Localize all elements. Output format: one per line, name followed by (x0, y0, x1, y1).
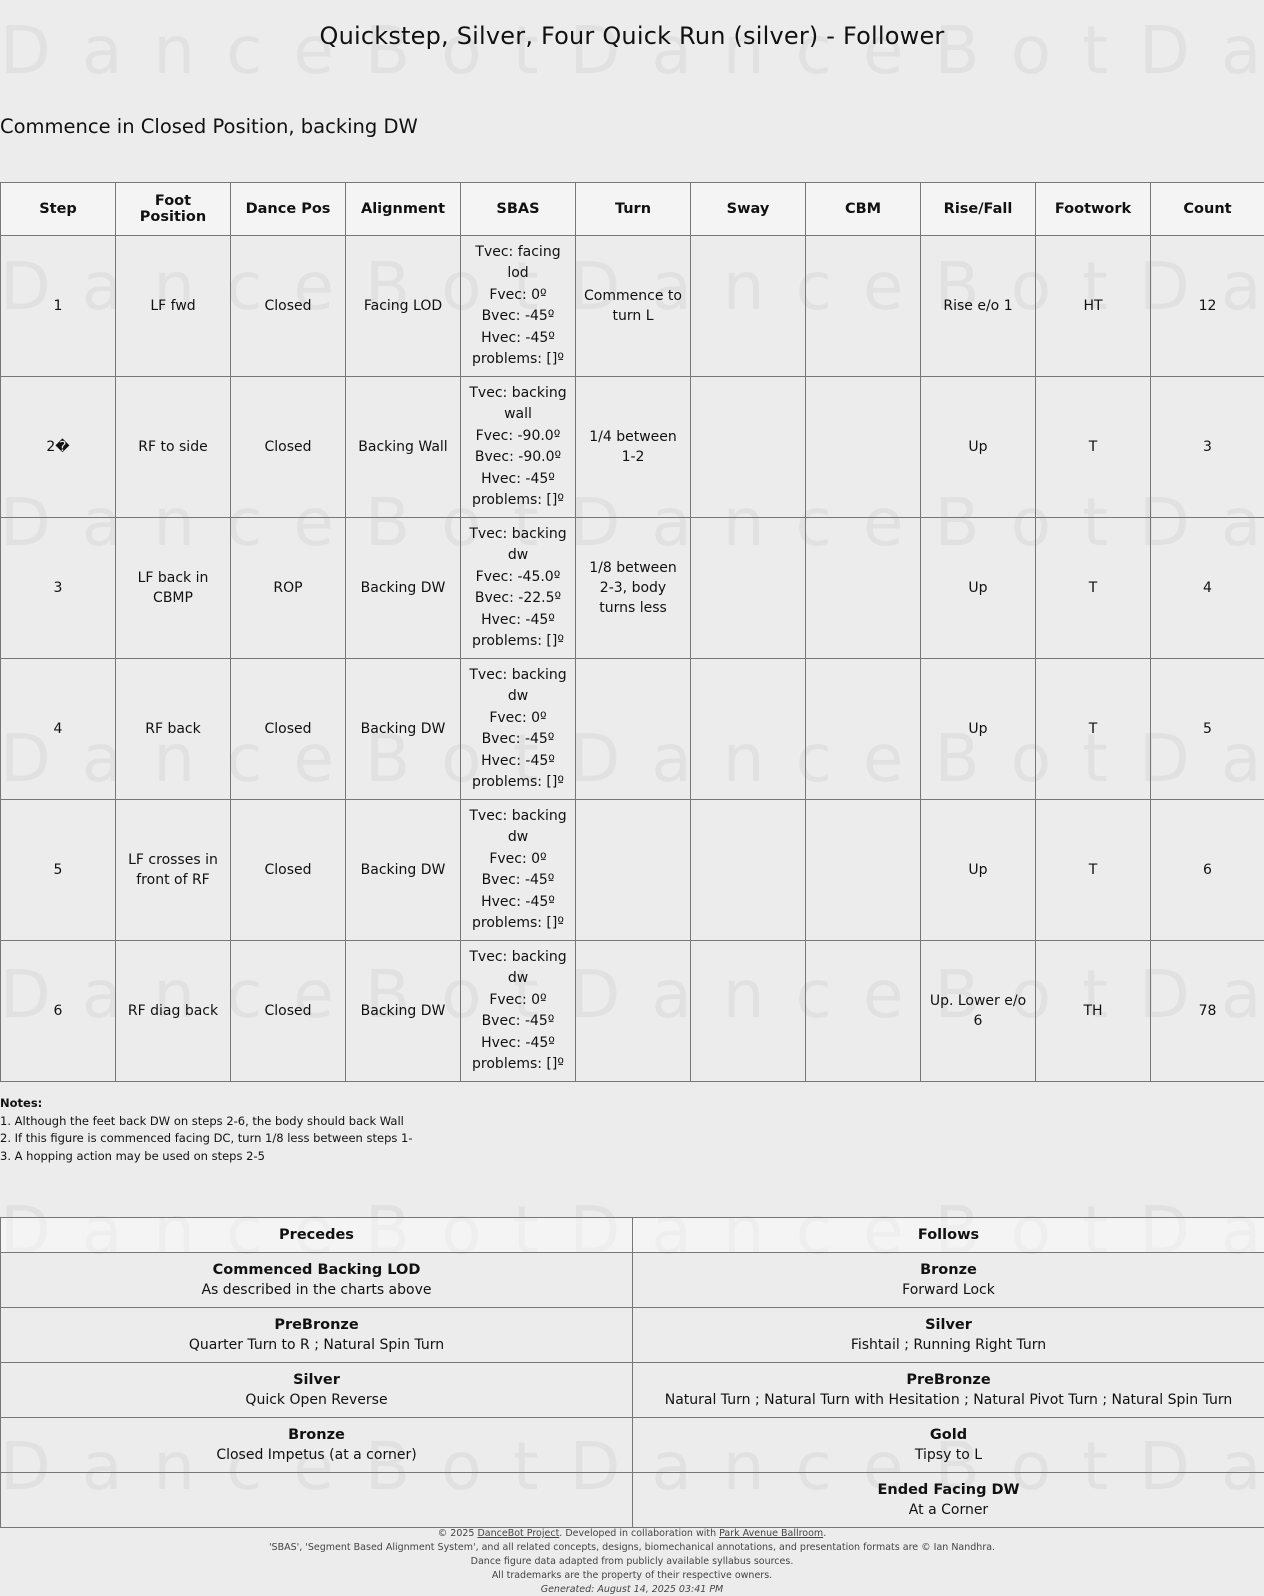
precedes-follows-table (0, 1217, 1264, 1528)
sbas-line: Fvec: -90.0º (475, 427, 561, 444)
table-row (1, 1418, 1264, 1473)
precedes-cell (1, 1418, 633, 1473)
level-label: PreBronze (274, 1317, 359, 1333)
sway (691, 377, 806, 518)
dance-position: Closed (231, 800, 346, 941)
sway (691, 800, 806, 941)
note-item: 3. A hopping action may be used on steps 2-5 (0, 1148, 265, 1163)
step-number: 5 (1, 800, 116, 941)
dance-position: ROP (231, 518, 346, 659)
level-label: Silver (925, 1317, 972, 1333)
turn: 1/4 between 1-2 (576, 377, 691, 518)
footwork: T (1036, 800, 1151, 941)
figure-list: As described in the charts above (201, 1282, 432, 1298)
precedes-cell (1, 1253, 633, 1308)
sbas-line: Tvec: backing dw (469, 666, 567, 704)
sbas-line: Fvec: 0º (489, 991, 547, 1008)
level-label: Silver (293, 1372, 340, 1388)
cbm (806, 941, 921, 1082)
sbas-cell (461, 800, 576, 941)
sbas-line: Fvec: -45.0º (475, 568, 561, 585)
figure-list: Tipsy to L (914, 1447, 983, 1463)
precedes-cell (1, 1473, 633, 1528)
footwork: T (1036, 377, 1151, 518)
sway (691, 659, 806, 800)
alignment: Backing DW (346, 518, 461, 659)
level-label: Bronze (288, 1427, 345, 1443)
foot-position: RF diag back (116, 941, 231, 1082)
cbm (806, 518, 921, 659)
alignment: Backing DW (346, 659, 461, 800)
follows-header: Follows (633, 1218, 1264, 1253)
copyright-line (0, 1527, 1264, 1541)
cbm (806, 377, 921, 518)
figure-list: Forward Lock (902, 1282, 995, 1298)
rise-fall: Up (921, 518, 1036, 659)
cbm (806, 800, 921, 941)
count: 12 (1151, 236, 1264, 377)
sbas-line: problems: []º (472, 1056, 564, 1072)
note-item: 1. Although the feet back DW on steps 2-6, the body should back Wall (0, 1113, 404, 1128)
rise-fall: Rise e/o 1 (921, 236, 1036, 377)
foot-position: LF fwd (116, 236, 231, 377)
precedes-cell (1, 1308, 633, 1363)
sbas-cell (461, 236, 576, 377)
column-header: Dance Pos (231, 183, 346, 236)
step-number: 3 (1, 518, 116, 659)
sway (691, 236, 806, 377)
steps-header-row (1, 183, 1264, 236)
column-header: Rise/Fall (921, 183, 1036, 236)
commence-position: Commence in Closed Position, backing DW (0, 115, 418, 138)
count: 78 (1151, 941, 1264, 1082)
sway (691, 518, 806, 659)
figure-list: Quick Open Reverse (245, 1392, 388, 1408)
turn (576, 659, 691, 800)
figure-list: Quarter Turn to R ; Natural Spin Turn (188, 1337, 445, 1353)
table-row (1, 1473, 1264, 1528)
step-number: 1 (1, 236, 116, 377)
sbas-line: Bvec: -45º (481, 1013, 555, 1029)
level-label: Gold (929, 1427, 968, 1443)
sbas-line: Bvec: -22.5º (474, 590, 562, 606)
level-label: Ended Facing DW (877, 1482, 1020, 1498)
cbm (806, 236, 921, 377)
foot-position: RF to side (116, 377, 231, 518)
foot-position: LF crosses in front of RF (116, 800, 231, 941)
dance-position: Closed (231, 659, 346, 800)
precedes-header: Precedes (1, 1218, 633, 1253)
foot-position: LF back in CBMP (116, 518, 231, 659)
sbas-line: problems: []º (472, 915, 564, 931)
dance-position: Closed (231, 377, 346, 518)
column-header: Foot Position (116, 183, 231, 236)
turn (576, 800, 691, 941)
sbas-line: Hvec: -45º (481, 329, 555, 346)
footwork: HT (1036, 236, 1151, 377)
follows-cell (633, 1363, 1264, 1418)
sbas-line: Bvec: -45º (481, 872, 555, 888)
column-header: CBM (806, 183, 921, 236)
sbas-line: Fvec: 0º (489, 286, 547, 303)
dance-position: Closed (231, 236, 346, 377)
generated-timestamp: Generated: August 14, 2025 03:41 PM (540, 1584, 724, 1595)
step-number: 2� (1, 377, 116, 518)
column-header: Alignment (346, 183, 461, 236)
count: 4 (1151, 518, 1264, 659)
table-row (1, 1253, 1264, 1308)
sbas-line: Hvec: -45º (481, 893, 555, 910)
sbas-line: Bvec: -45º (481, 308, 555, 324)
table-row (1, 941, 1264, 1082)
sbas-line: Tvec: facing lod (475, 243, 561, 281)
follows-cell (633, 1253, 1264, 1308)
sbas-cell (461, 377, 576, 518)
footwork: TH (1036, 941, 1151, 1082)
turn (576, 941, 691, 1082)
sbas-cell (461, 659, 576, 800)
rise-fall: Up (921, 377, 1036, 518)
follows-cell (633, 1308, 1264, 1363)
figure-list: Closed Impetus (at a corner) (216, 1447, 417, 1463)
sbas-line: Tvec: backing dw (469, 948, 567, 986)
sbas-line: Hvec: -45º (481, 1034, 555, 1051)
page-title: Quickstep, Silver, Four Quick Run (silver) - Follower (319, 22, 945, 50)
count: 6 (1151, 800, 1264, 941)
table-row (1, 1308, 1264, 1363)
alignment: Backing DW (346, 941, 461, 1082)
count: 3 (1151, 377, 1264, 518)
copyright-prefix: © 2025 (437, 1528, 478, 1539)
table-row (1, 1363, 1264, 1418)
precedes-cell (1, 1363, 633, 1418)
data-source-note: Dance figure data adapted from publicly available syllabus sources. (470, 1556, 794, 1567)
rise-fall: Up (921, 659, 1036, 800)
notes-title: Notes: (0, 1096, 43, 1110)
sbas-line: Hvec: -45º (481, 611, 555, 628)
alignment: Backing DW (346, 800, 461, 941)
turn: 1/8 between 2-3, body turns less (576, 518, 691, 659)
level-label: Bronze (920, 1262, 977, 1278)
sbas-line: Fvec: 0º (489, 850, 547, 867)
sbas-line: Tvec: backing wall (469, 384, 567, 422)
sbas-line: Bvec: -90.0º (474, 449, 562, 465)
column-header: Step (1, 183, 116, 236)
table-row (1, 377, 1264, 518)
figure-list: At a Corner (908, 1502, 989, 1518)
sbas-line: Fvec: 0º (489, 709, 547, 726)
cbm (806, 659, 921, 800)
collab-text: . Developed in collaboration with (559, 1528, 720, 1539)
rise-fall: Up. Lower e/o 6 (921, 941, 1036, 1082)
sbas-line: problems: []º (472, 351, 564, 367)
dancebot-project-link[interactable]: DanceBot Project (477, 1528, 560, 1539)
notes-section (0, 1095, 413, 1165)
sbas-copyright: 'SBAS', 'Segment Based Alignment System', and all related concepts, designs, biomechanical annotations, and presentation formats are © Ian Nandhra. (268, 1542, 996, 1553)
level-label: Commenced Backing LOD (212, 1262, 421, 1278)
sbas-line: Hvec: -45º (481, 752, 555, 769)
figure-list: Fishtail ; Running Right Turn (850, 1337, 1047, 1353)
table-row (1, 659, 1264, 800)
steps-table (0, 182, 1264, 1082)
column-header: Turn (576, 183, 691, 236)
follows-cell (633, 1418, 1264, 1473)
footer (0, 1527, 1264, 1596)
sbas-line: problems: []º (472, 774, 564, 790)
column-header: Footwork (1036, 183, 1151, 236)
dance-position: Closed (231, 941, 346, 1082)
count: 5 (1151, 659, 1264, 800)
sbas-cell (461, 518, 576, 659)
park-avenue-ballroom-link[interactable]: Park Avenue Ballroom (719, 1528, 824, 1539)
foot-position: RF back (116, 659, 231, 800)
table-row (1, 800, 1264, 941)
footwork: T (1036, 659, 1151, 800)
sbas-line: problems: []º (472, 492, 564, 508)
footwork: T (1036, 518, 1151, 659)
figure-list: Natural Turn ; Natural Turn with Hesitation ; Natural Pivot Turn ; Natural Spin Turn (664, 1392, 1233, 1408)
alignment: Facing LOD (346, 236, 461, 377)
sbas-line: Hvec: -45º (481, 470, 555, 487)
table-row (1, 236, 1264, 377)
sbas-line: problems: []º (472, 633, 564, 649)
level-label: PreBronze (906, 1372, 991, 1388)
alignment: Backing Wall (346, 377, 461, 518)
sbas-line: Bvec: -45º (481, 731, 555, 747)
turn: Commence to turn L (576, 236, 691, 377)
column-header: SBAS (461, 183, 576, 236)
sbas-line: Tvec: backing dw (469, 807, 567, 845)
collab-end: . (823, 1528, 827, 1539)
step-number: 4 (1, 659, 116, 800)
sbas-cell (461, 941, 576, 1082)
column-header: Sway (691, 183, 806, 236)
trademark-note: All trademarks are the property of their respective owners. (491, 1570, 773, 1581)
step-number: 6 (1, 941, 116, 1082)
table-row (1, 518, 1264, 659)
rise-fall: Up (921, 800, 1036, 941)
follows-cell (633, 1473, 1264, 1528)
column-header: Count (1151, 183, 1264, 236)
sway (691, 941, 806, 1082)
note-item: 2. If this figure is commenced facing DC, turn 1/8 less between steps 1- (0, 1131, 413, 1145)
relations-header-row (1, 1218, 1264, 1253)
sbas-line: Tvec: backing dw (469, 525, 567, 563)
